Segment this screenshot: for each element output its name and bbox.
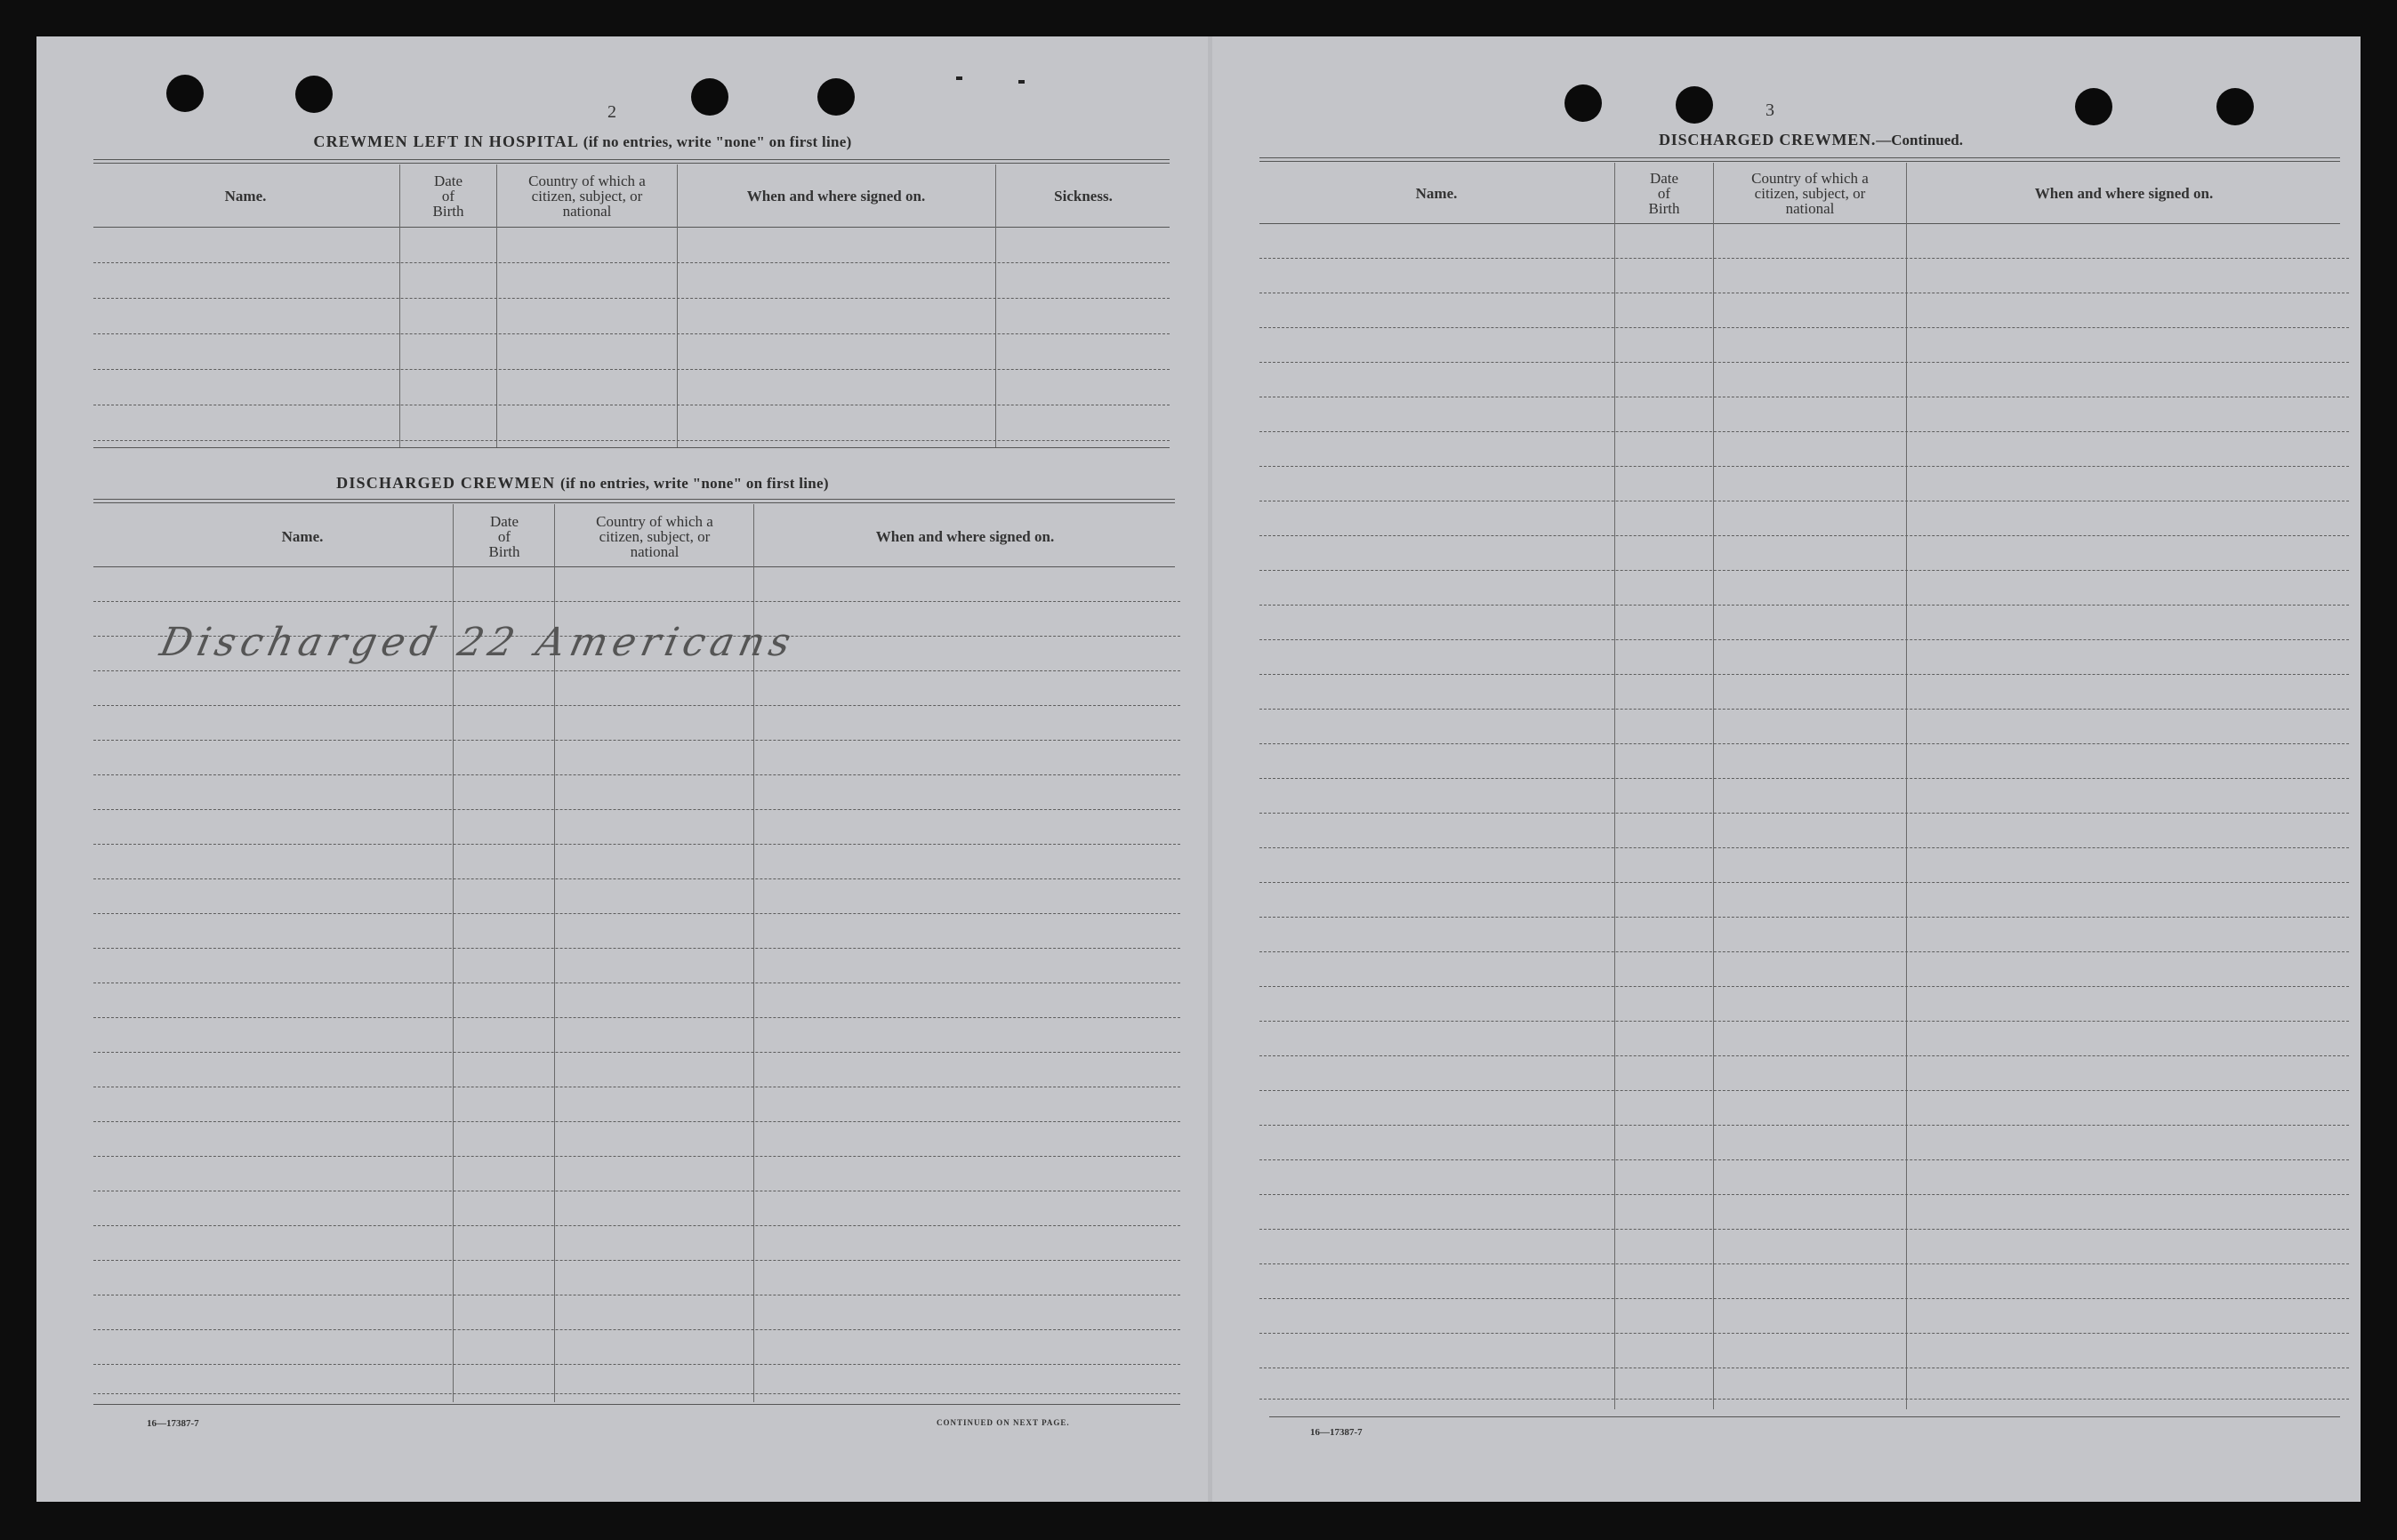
punch-hole bbox=[691, 78, 728, 116]
entry-line bbox=[93, 298, 1170, 299]
entry-line bbox=[93, 1052, 1180, 1053]
punch-hole bbox=[817, 78, 855, 116]
table-top-rule bbox=[93, 159, 1170, 164]
entry-line bbox=[93, 670, 1180, 671]
column-header-date-of-birth: Date of Birth bbox=[488, 512, 520, 560]
hospital-rows bbox=[93, 227, 1170, 447]
column-header-signed-on: When and where signed on. bbox=[746, 187, 926, 205]
entry-line bbox=[93, 1017, 1180, 1018]
entry-line bbox=[93, 809, 1180, 810]
discharged-rows bbox=[93, 566, 1180, 1402]
entry-line bbox=[93, 1260, 1180, 1261]
entry-line bbox=[93, 262, 1170, 263]
column-header-name: Name. bbox=[1415, 184, 1458, 202]
entry-line bbox=[93, 333, 1170, 334]
entry-line bbox=[93, 601, 1180, 602]
entry-line bbox=[93, 948, 1180, 949]
entry-line bbox=[93, 440, 1170, 441]
right-page bbox=[1211, 36, 2361, 1502]
entry-line bbox=[93, 369, 1170, 370]
form-number: 16—17387-7 bbox=[1310, 1427, 1363, 1438]
table-bottom-rule bbox=[93, 1404, 1180, 1405]
column-header-date-of-birth: Date of Birth bbox=[432, 172, 464, 220]
entry-line bbox=[93, 774, 1180, 775]
entry-line bbox=[93, 1364, 1180, 1365]
column-header-country: Country of which a citizen, subject, or national bbox=[596, 512, 713, 560]
left-page bbox=[36, 36, 1211, 1502]
entry-line bbox=[93, 878, 1180, 879]
right-title-suffix: —Continued. bbox=[1876, 132, 1963, 148]
punch-hole bbox=[295, 76, 333, 113]
entry-line bbox=[93, 913, 1180, 914]
column-header-country: Country of which a citizen, subject, or national bbox=[1751, 169, 1869, 217]
continued-note: CONTINUED ON NEXT PAGE. bbox=[937, 1418, 1070, 1427]
form-number: 16—17387-7 bbox=[147, 1418, 199, 1429]
table-bottom-rule bbox=[93, 447, 1170, 448]
table-top-rule bbox=[93, 499, 1175, 503]
entry-line bbox=[93, 1121, 1180, 1122]
scanned-document bbox=[36, 36, 2361, 1502]
column-header-country: Country of which a citizen, subject, or national bbox=[528, 172, 646, 220]
entry-line bbox=[93, 705, 1180, 706]
entry-line bbox=[93, 1329, 1180, 1330]
right-title-text: DISCHARGED CREWMEN. bbox=[1659, 131, 1877, 148]
scan-mark bbox=[1018, 80, 1025, 84]
column-header-name: Name. bbox=[281, 527, 324, 545]
discharged-section-title bbox=[93, 474, 1072, 493]
handwritten-entry: Discharged 22 Americans bbox=[156, 620, 800, 665]
column-header-signed-on: When and where signed on. bbox=[2034, 184, 2214, 202]
discharged-title-note: (if no entries, write "none" on first line) bbox=[559, 475, 829, 492]
entry-line bbox=[93, 844, 1180, 845]
punch-hole bbox=[166, 75, 204, 112]
page-number: 3 bbox=[1766, 100, 1774, 120]
hospital-section-title bbox=[93, 132, 1072, 151]
column-header-sickness: Sickness. bbox=[1054, 187, 1113, 205]
entry-line bbox=[93, 1393, 1180, 1394]
entry-line bbox=[93, 1225, 1180, 1226]
column-header-date-of-birth: Date of Birth bbox=[1648, 169, 1680, 217]
hospital-title-text: CREWMEN LEFT IN HOSPITAL bbox=[313, 132, 579, 150]
discharged-title-text: DISCHARGED CREWMEN bbox=[336, 474, 556, 492]
entry-line bbox=[93, 1156, 1180, 1157]
column-header-name: Name. bbox=[224, 187, 267, 205]
column-header-signed-on: When and where signed on. bbox=[875, 527, 1055, 545]
hospital-title-note: (if no entries, write "none" on first line) bbox=[583, 133, 852, 150]
page-number: 2 bbox=[607, 102, 616, 122]
scan-mark bbox=[956, 76, 962, 80]
entry-line bbox=[93, 740, 1180, 741]
